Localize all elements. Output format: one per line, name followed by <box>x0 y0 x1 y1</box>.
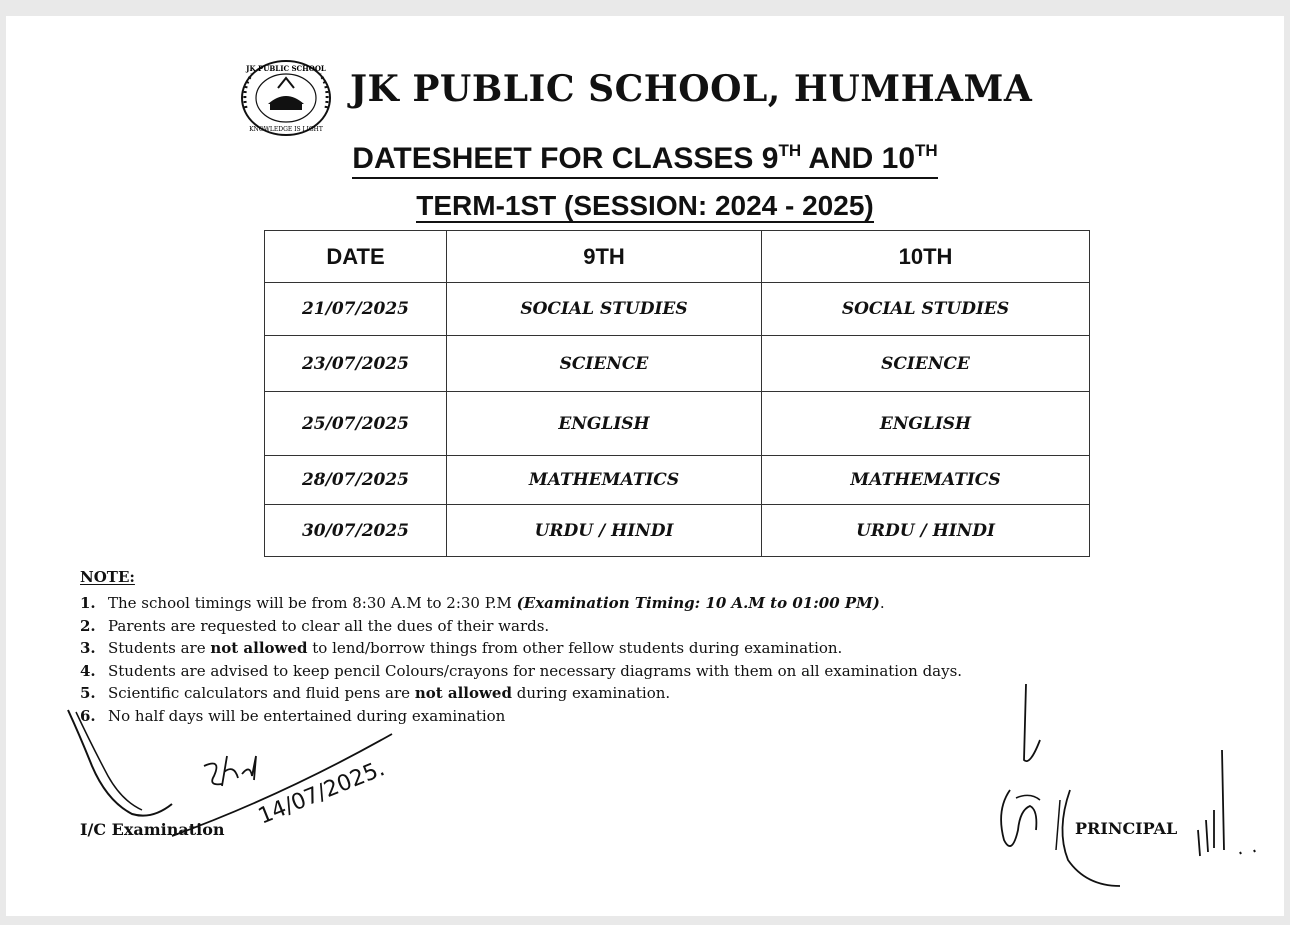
note-item: 1. The school timings will be from 8:30 A.M to 2:30 P.M (Examination Timing: 10 A.M to 01:00 PM). <box>80 594 885 612</box>
datesheet-title <box>6 141 1284 176</box>
table-header-row <box>265 231 1090 283</box>
class-9-subject: SOCIAL STUDIES <box>447 283 762 336</box>
school-logo <box>238 58 334 138</box>
ic-examination-label: I/C Examination <box>80 820 225 839</box>
header-class-10: 10TH <box>762 231 1090 283</box>
class-10-subject: ENGLISH <box>762 392 1090 456</box>
title-superscript-1: TH <box>778 141 802 160</box>
table-row <box>265 505 1090 557</box>
datesheet-table <box>264 230 1090 557</box>
table-row <box>265 283 1090 336</box>
principal-label: PRINCIPAL <box>1075 819 1178 838</box>
header-class-9: 9TH <box>447 231 762 283</box>
class-10-subject: SCIENCE <box>762 336 1090 392</box>
notes-heading: NOTE: <box>80 568 135 586</box>
note-item: 2. Parents are requested to clear all the dues of their wards. <box>80 616 550 635</box>
signature-date: 14/07/2025. <box>254 756 389 830</box>
exam-date: 23/07/2025 <box>265 336 447 392</box>
class-10-subject: URDU / HINDI <box>762 505 1090 557</box>
note-item: 5. Scientific calculators and fluid pens are not allowed during examination. <box>80 684 671 703</box>
school-name: JK PUBLIC SCHOOL, HUMHAMA <box>350 68 1033 110</box>
exam-date: 28/07/2025 <box>265 456 447 505</box>
term-subtitle <box>6 190 1284 222</box>
class-10-subject: MATHEMATICS <box>762 456 1090 505</box>
table-row <box>265 456 1090 505</box>
school-header <box>238 58 1038 138</box>
svg-text:KNOWLEDGE IS LIGHT: KNOWLEDGE IS LIGHT <box>249 126 323 133</box>
note-item: 3. Students are not allowed to lend/borrow things from other fellow students during examination. <box>80 639 843 658</box>
svg-text:JK PUBLIC SCHOOL: JK PUBLIC SCHOOL <box>246 64 326 73</box>
title-text-a: DATESHEET FOR CLASSES 9 <box>352 142 779 175</box>
term-subtitle-text: TERM-1ST (SESSION: 2024 - 2025) <box>416 190 874 221</box>
note-item: 4. Students are advised to keep pencil Colours/crayons for necessary diagrams with them on all examination days. <box>80 661 963 680</box>
exam-date: 25/07/2025 <box>265 392 447 456</box>
principal-signature <box>990 680 1270 890</box>
exam-date: 30/07/2025 <box>265 505 447 557</box>
header-date: DATE <box>265 231 447 283</box>
exam-date: 21/07/2025 <box>265 283 447 336</box>
table-row <box>265 336 1090 392</box>
datesheet-page <box>6 16 1284 916</box>
class-9-subject: SCIENCE <box>447 336 762 392</box>
table-row <box>265 392 1090 456</box>
title-text-b: AND 10 <box>801 142 916 175</box>
class-9-subject: ENGLISH <box>447 392 762 456</box>
title-superscript-2: TH <box>915 141 938 160</box>
class-10-subject: SOCIAL STUDIES <box>762 283 1090 336</box>
note-item: 6. No half days will be entertained during examination <box>80 706 506 725</box>
class-9-subject: MATHEMATICS <box>447 456 762 505</box>
class-9-subject: URDU / HINDI <box>447 505 762 557</box>
